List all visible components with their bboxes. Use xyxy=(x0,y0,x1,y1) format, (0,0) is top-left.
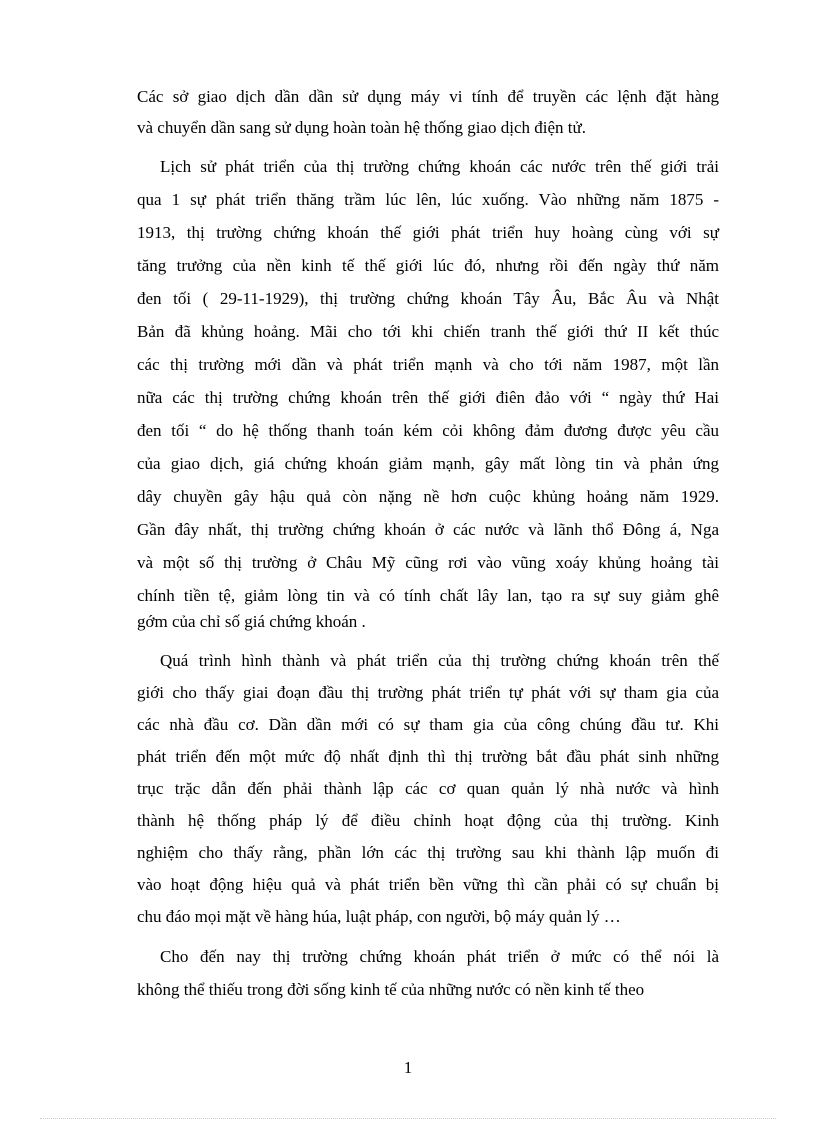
text-line: nữa các thị trường chứng khoán trên thế giới điên đảo với “ ngày thứ Hai xyxy=(137,388,719,407)
text-line: Cho đến nay thị trường chứng khoán phát triển ở mức có thể nói là xyxy=(160,947,719,966)
text-line: các nhà đầu cơ. Dần dần mới có sự tham gia của công chúng đầu tư. Khi xyxy=(137,715,719,734)
text-line: đen tối ( 29-11-1929), thị trường chứng khoán Tây Âu, Bắc Âu và Nhật xyxy=(137,289,719,308)
text-line: Lịch sử phát triển của thị trường chứng khoán các nước trên thế giới trải xyxy=(160,157,719,176)
text-line: Gần đây nhất, thị trường chứng khoán ở các nước và lãnh thổ Đông á, Nga xyxy=(137,520,719,539)
text-line: trục trặc dẫn đến phải thành lập các cơ quan quản lý nhà nước và hình xyxy=(137,779,719,798)
text-line: 1913, thị trường chứng khoán thế giới phát triển huy hoàng cùng với sự xyxy=(137,223,719,242)
text-line: nghiệm cho thấy rằng, phần lớn các thị trường sau khi thành lập muốn đi xyxy=(137,843,719,862)
text-line: không thể thiếu trong đời sống kinh tế của những nước có nền kinh tế theo xyxy=(137,980,645,999)
text-line: Bản đã khủng hoảng. Mãi cho tới khi chiến tranh thế giới thứ II kết thúc xyxy=(137,322,719,341)
text-line: các thị trường mới dần và phát triển mạnh và cho tới năm 1987, một lần xyxy=(137,355,719,374)
text-line: và một số thị trường ở Châu Mỹ cũng rơi vào vũng xoáy khủng hoảng tài xyxy=(137,553,719,572)
text-line: giới cho thấy giai đoạn đầu thị trường phát triển tự phát với sự tham gia của xyxy=(137,683,719,702)
page-bottom-divider xyxy=(40,1118,776,1119)
text-line: đen tối “ do hệ thống thanh toán kém cỏi không đảm đương được yêu cầu xyxy=(137,421,719,440)
text-line: và chuyển dần sang sử dụng hoàn toàn hệ thống giao dịch điện tử. xyxy=(137,118,586,137)
text-line: phát triển đến một mức độ nhất định thì thị trường bắt đầu phát sinh những xyxy=(137,747,719,766)
text-line: gớm của chỉ số giá chứng khoán . xyxy=(137,612,366,631)
text-line: chu đáo mọi mặt về hàng húa, luật pháp, con người, bộ máy quản lý … xyxy=(137,907,621,926)
text-line: thành hệ thống pháp lý để điều chỉnh hoạt động của thị trường. Kinh xyxy=(137,811,719,830)
text-line: dây chuyền gây hậu quả còn nặng nề hơn cuộc khủng hoảng năm 1929. xyxy=(137,487,719,506)
text-line: qua 1 sự phát triển thăng trầm lúc lên, lúc xuống. Vào những năm 1875 - xyxy=(137,190,719,209)
text-line: vào hoạt động hiệu quả và phát triển bền vững thì cần phải có sự chuẩn bị xyxy=(137,875,719,894)
text-line: Quá trình hình thành và phát triển của thị trường chứng khoán trên thế xyxy=(160,651,719,670)
text-line: của giao dịch, giá chứng khoán giảm mạnh, gây mất lòng tin và phản ứng xyxy=(137,454,719,473)
text-line: Các sở giao dịch dần dần sử dụng máy vi tính để truyền các lệnh đặt hàng xyxy=(137,87,719,106)
text-line: chính tiền tệ, giảm lòng tin và có tính chất lây lan, tạo ra sự suy giảm ghê xyxy=(137,586,719,605)
page-number: 1 xyxy=(403,1058,413,1077)
text-line: tăng trưởng của nền kinh tế thế giới lúc đó, nhưng rồi đến ngày thứ năm xyxy=(137,256,719,275)
